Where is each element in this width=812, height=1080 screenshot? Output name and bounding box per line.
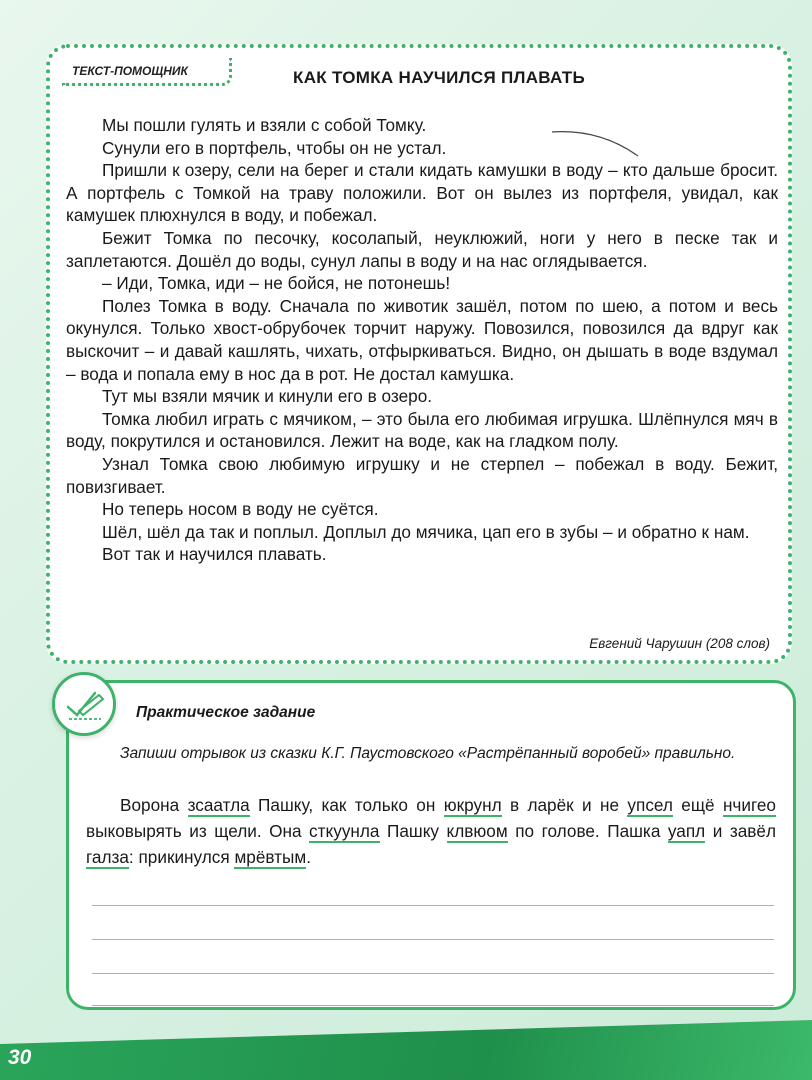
task-text-part: Пашку: [379, 821, 447, 841]
story-paragraph: Пришли к озеру, сели на берег и стали кидать камушки в воду – кто дальше бросит. А портфель с Томкой на траву положили. Вот он вылез из портфеля, увидал, как камушек плюхнулся в воду, и побежал.: [66, 160, 778, 226]
task-text-part: Пашку, как только он: [249, 795, 444, 815]
page-number: 30: [8, 1046, 32, 1069]
helper-text-box: [46, 44, 792, 664]
task-instruction: Запиши отрывок из сказки К.Г. Паустовского «Растрёпанный воробей» правильно.: [120, 745, 736, 762]
task-text-part: Ворона: [120, 795, 188, 815]
story-paragraph: Полез Томка в воду. Сначала по животик зашёл, потом по шею, а потом и весь окунулся. Только хвост-обрубочек торчит наружу. Повозился, повозился да вдруг как выскочит – и давай кашлять, чихать, отфыркиваться. Видно, он дышать в воде вздумал – вода и попала ему в нос да в рот. Не достал камушка.: [66, 295, 778, 384]
story-paragraph: Сунули его в портфель, чтобы он не устал.: [102, 137, 447, 158]
story-text: [66, 114, 778, 566]
story-paragraph: – Иди, Томка, иди – не бойся, не потонешь!: [102, 273, 451, 294]
scrambled-word: мрёвтым: [234, 847, 307, 867]
story-paragraph: Но теперь носом в воду не суётся.: [102, 499, 379, 520]
scrambled-word: нчигео: [722, 795, 776, 815]
scrambled-word: зсаатла: [187, 795, 250, 815]
task-text-part: в ларёк и не: [501, 795, 628, 815]
scrambled-word: упсел: [627, 795, 673, 815]
story-title: КАК ТОМКА НАУЧИЛСЯ ПЛАВАТЬ: [293, 68, 585, 87]
scrambled-word: галза: [86, 847, 129, 867]
answer-line[interactable]: [92, 973, 774, 974]
answer-line[interactable]: [92, 1005, 774, 1006]
story-paragraph: Тут мы взяли мячик и кинули его в озеро.: [102, 386, 433, 407]
task-text-part: : прикинулся: [128, 847, 235, 867]
task-text-part: выковырять из щели. Она: [86, 821, 310, 841]
task-text-part: ещё: [672, 795, 723, 815]
story-paragraph: Бежит Томка по песочку, косолапый, неуклюжий, ноги у него в песке так и заплетаются. Дошёл до воды, сунул лапы в воду и на нас оглядывается.: [66, 227, 778, 271]
scrambled-word: клвюом: [446, 821, 508, 841]
task-title: Практическое задание: [136, 704, 316, 721]
pencil-check-icon: [52, 672, 116, 736]
story-paragraph: Узнал Томка свою любимую игрушку и не стерпел – побежал в воду. Бежит, повизгивает.: [66, 453, 778, 497]
task-text-part: и завёл: [705, 821, 776, 841]
answer-line[interactable]: [92, 905, 774, 906]
scrambled-word: сткуунла: [309, 821, 380, 841]
task-text-part: по голове. Пашка: [507, 821, 668, 841]
answer-line[interactable]: [92, 939, 774, 940]
helper-tag: ТЕКСТ-ПОМОЩНИК: [62, 58, 232, 86]
story-paragraph: Вот так и научился плавать.: [102, 544, 327, 565]
story-paragraph: Мы пошли гулять и взяли с собой Томку.: [102, 115, 427, 135]
story-paragraph: Шёл, шёл да так и поплыл. Доплыл до мячика, цап его в зубы – и обратно к нам.: [102, 521, 750, 542]
task-scrambled-text: [86, 792, 776, 870]
bottom-green-stripe: [0, 1020, 812, 1080]
task-text-part: .: [306, 847, 311, 867]
story-paragraph: Томка любил играть с мячиком, – это была его любимая игрушка. Шлёпнулся мяч в воду, покрутился и остановился. Лежит на воде, как на гладком полу.: [66, 408, 778, 452]
scrambled-word: уапл: [667, 821, 706, 841]
story-author: Евгений Чарушин (208 слов): [589, 636, 770, 651]
scrambled-word: юкрунл: [443, 795, 502, 815]
